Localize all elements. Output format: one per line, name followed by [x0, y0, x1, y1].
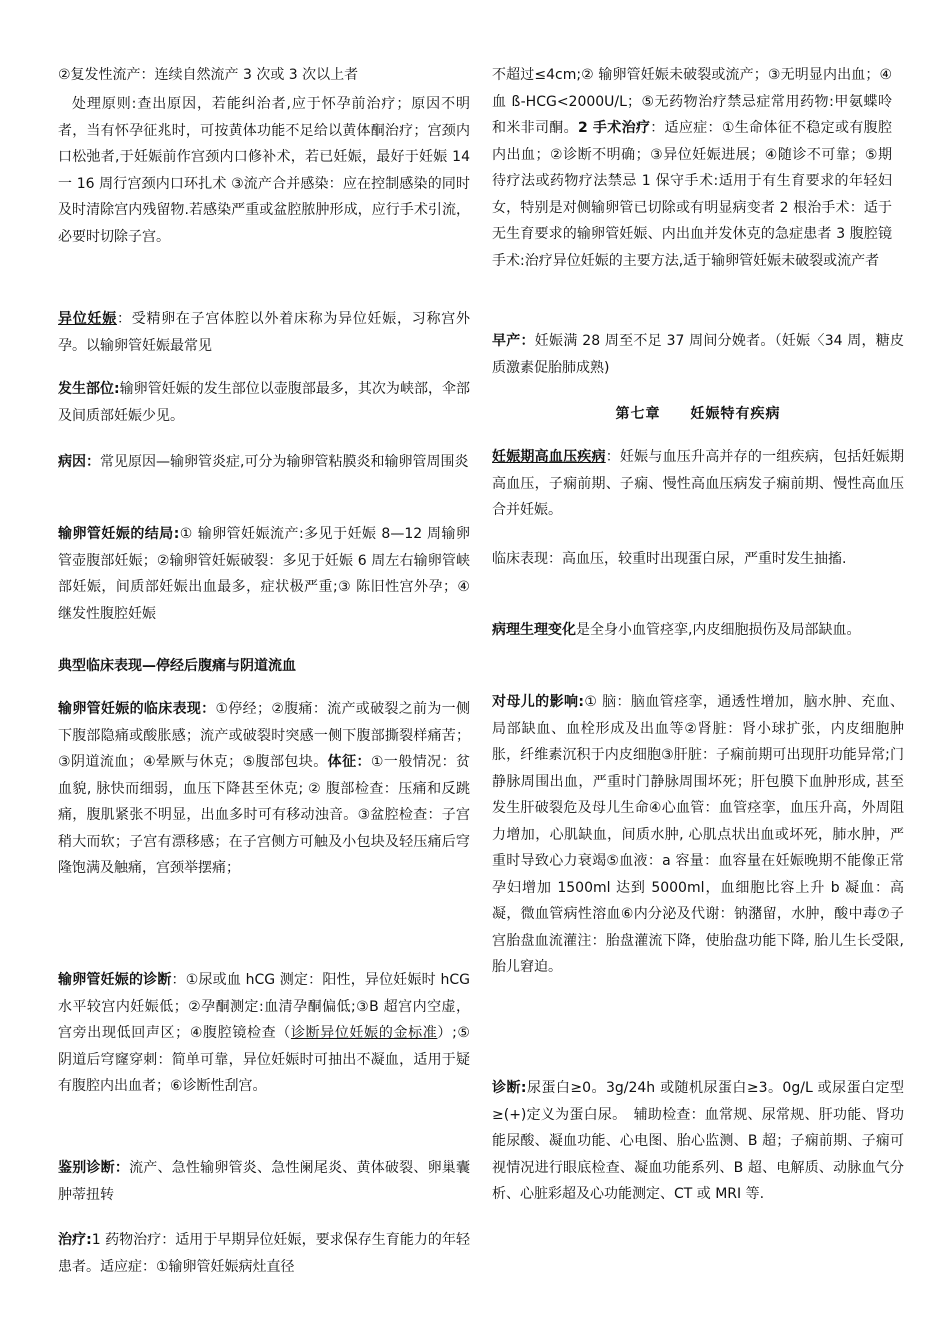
paragraph-text: ①一般情况：贫血貌, 脉快而细弱，血压下降甚至休克; ② 腹部检查：压痛和反跳痛，腹肌紧张不明显，出血多时可有移动浊音。③盆腔检查：子宫稍大而软；子宫有漂移感；在子宫侧方可触及小包块及轻压痛后穹隆饱满及触痛，宫颈举摆痛；: [58, 754, 470, 876]
treatment-principle-paragraph: [58, 91, 470, 250]
paragraph-text: 尿蛋白≥0。3g/24h 或随机尿蛋白≥3。0g/L 或尿蛋白定型≥(+)定义为蛋白尿。 辅助检查：血常规、尿常规、肝功能、肾功能尿酸、凝血功能、心电图、胎心监测、B 超；子痫前期、子痫可视情况进行眼底检查、凝血功能系列、B 超、电解质、动脉血气分析、心脏彩超及心功能测定、CT 或 MRI 等.: [492, 1080, 904, 1202]
outcome-paragraph: [58, 521, 470, 627]
term-heading: 异位妊娠: [58, 311, 117, 327]
term-heading: 鉴别诊断：: [58, 1160, 130, 1176]
paragraph-text: 不超过≤4cm;② 输卵管妊娠未破裂或流产；③无明显内出血；④血 ß-HCG<2000U/L；⑤无药物治疗禁忌症常用药物:甲氨蝶呤和米非司酮。: [492, 67, 892, 136]
paragraph-text: ②复发性流产：连续自然流产 3 次或 3 次以上者: [58, 67, 359, 83]
pathophysiology-paragraph: [492, 617, 904, 644]
term-heading: 病因：: [58, 454, 100, 470]
recurrent-abortion-paragraph: [58, 62, 470, 89]
paragraph-text: ① 输卵管妊娠流产:多见于妊娠 8—12 周输卵管壶腹部妊娠；②输卵管妊娠破裂：多见于妊娠 6 周左右输卵管峡部妊娠，间质部妊娠出血最多，症状极严重;③ 陈旧性宫外孕；④继发性腹腔妊娠: [58, 526, 470, 622]
paragraph-text: ：①尿或血 hCG 测定：阳性，异位妊娠时 hCG 水平较宫内妊娠低；②孕酮测定:血清孕酮偏低;③B 超宫内空虚，宫旁出现低回声区；④腹腔镜检查（: [58, 972, 470, 1041]
clinical-manifestation-paragraph: [492, 546, 904, 573]
term-heading: 发生部位:: [58, 381, 120, 397]
term-heading: 2 手术治疗: [577, 120, 651, 136]
term-heading: 病理生理变化: [492, 622, 576, 638]
paragraph-text: 输卵管妊娠的发生部位以壶腹部最多，其次为峡部，伞部及间质部妊娠少见。: [58, 381, 470, 424]
treatment-continued-paragraph: [492, 62, 892, 274]
paragraph-text: 临床表现：高血压，较重时出现蛋白尿，严重时发生抽搐.: [492, 551, 847, 567]
clinical-presentation-paragraph: [58, 696, 470, 882]
treatment-paragraph: [58, 1227, 470, 1280]
ectopic-pregnancy-paragraph: [58, 306, 470, 359]
term-heading: 体征：: [327, 754, 371, 770]
term-heading: 输卵管妊娠的结局:: [58, 526, 180, 542]
chapter-title: [492, 401, 904, 428]
differential-diagnosis-paragraph: [58, 1155, 470, 1208]
chapter-heading: 第七章 妊娠特有疾病: [615, 406, 781, 422]
diagnosis-paragraph: [58, 967, 470, 1100]
term-heading: 早产：: [492, 333, 535, 349]
paragraph-text: 常见原因—输卵管炎症,可分为输卵管粘膜炎和输卵管周围炎: [100, 454, 469, 470]
term-heading: 输卵管妊娠的诊断: [58, 972, 172, 988]
term-heading: 妊娠期高血压疾病: [492, 449, 606, 465]
etiology-paragraph: [58, 449, 470, 476]
location-paragraph: [58, 376, 470, 429]
paragraph-text: ①停经；②腹痛：流产或破裂之前为一侧下腹部隐痛或酸胀感；流产或破裂时突感一侧下腹部撕裂样痛苦；③阴道流血；④晕厥与休克；⑤腹部包块。: [58, 701, 470, 770]
paragraph-text: ：适应症：①生命体征不稳定或有腹腔内出血；②诊断不明确；③异位妊娠进展；④随诊不可靠；⑤期待疗法或药物疗法禁忌 1 保守手术:适用于有生育要求的年轻妇女，特别是对侧输卵管已切除或有明显病变者 2 根治手术：适于无生育要求的输卵管妊娠、内出血并发休克的急症患者 3 腹腔镜手术:治疗异位妊娠的主要方法,适于输卵管妊娠未破裂或流产者: [492, 120, 892, 269]
paragraph-text: 1 药物治疗：适用于早期异位妊娠，要求保存生育能力的年轻患者。适应症：①输卵管妊娠病灶直径: [58, 1232, 471, 1275]
paragraph-text: 典型临床表现—停经后腹痛与阴道流血: [58, 658, 296, 674]
preterm-birth-paragraph: [492, 328, 904, 381]
term-heading: 治疗:: [58, 1232, 92, 1248]
paragraph-text: ）;⑤ 阴道后穹窿穿刺：简单可靠，异位妊娠时可抽出不凝血，适用于疑有腹腔内出血者；⑥诊断性刮宫。: [58, 1025, 470, 1094]
paragraph-text: ① 脑：脑血管痉挛，通透性增加，脑水肿、充血、局部缺血、血栓形成及出血等②肾脏：肾小球扩张，内皮细胞肿胀，纤维素沉积于内皮细胞③肝脏：子痫前期可出现肝功能异常;门静脉周围出血，严重时门静脉周围坏死；肝包膜下血肿形成, 甚至发生肝破裂危及母儿生命④心血管：血管痉挛，血压升高，外周阻力增加，心肌缺血，间质水肿, 心肌点状出血或坏死，肺水肿，严重时导致心力衰竭⑤血液：a 容量：血容量在妊娠晚期不能像正常孕妇增加 1500ml 达到 5000ml，血细胞比容上升 b 凝血：高凝，微血管病性溶血⑥内分泌及代谢：钠潴留，水肿，酸中毒⑦子宫胎盘血流灌注：胎盘灌流下降，使胎盘功能下降, 胎儿生长受限, 胎儿窘迫。: [492, 694, 905, 975]
hypertension-diagnosis-paragraph: [492, 1075, 904, 1208]
term-heading: 输卵管妊娠的临床表现：: [58, 701, 216, 717]
term-heading: 诊断:: [492, 1080, 527, 1096]
typical-presentation-heading: [58, 653, 470, 680]
paragraph-text: 是全身小血管痉挛,内皮细胞损伤及局部缺血。: [576, 622, 861, 638]
paragraph-text: ：受精卵在子宫体腔以外着床称为异位妊娠，习称宫外孕。以输卵管妊娠最常见: [58, 311, 471, 354]
paragraph-text: 妊娠满 28 周至不足 37 周间分娩者。（妊娠〈34 周，糖皮质激素促胎肺成熟): [492, 333, 905, 376]
underlined-text: 诊断异位妊娠的金标准: [290, 1025, 438, 1041]
paragraph-text: 流产、急性输卵管炎、急性阑尾炎、黄体破裂、卵巢囊肿蒂扭转: [58, 1160, 471, 1203]
paragraph-text: ：妊娠与血压升高并存的一组疾病，包括妊娠期高血压，子痫前期、子痫、慢性高血压病发子痫前期、慢性高血压合并妊娠。: [492, 449, 905, 518]
maternal-fetal-impact-paragraph: [492, 689, 904, 981]
hypertension-paragraph: [492, 444, 904, 524]
paragraph-text: 处理原则:查出原因，若能纠治者,应于怀孕前治疗；原因不明者，当有怀孕征兆时，可按黄体功能不足给以黄体酮治疗；宫颈内口松弛者,于妊娠前作宫颈内口修补术，若已妊娠，最好于妊娠 14 一 16 周行宫颈内口环扎术 ③流产合并感染：应在控制感染的同时及时清除宫内残留物.若感染严重或盆腔脓肿形成，应行手术引流，必要时切除子宫。: [58, 96, 470, 245]
term-heading: 对母儿的影响:: [492, 694, 584, 710]
